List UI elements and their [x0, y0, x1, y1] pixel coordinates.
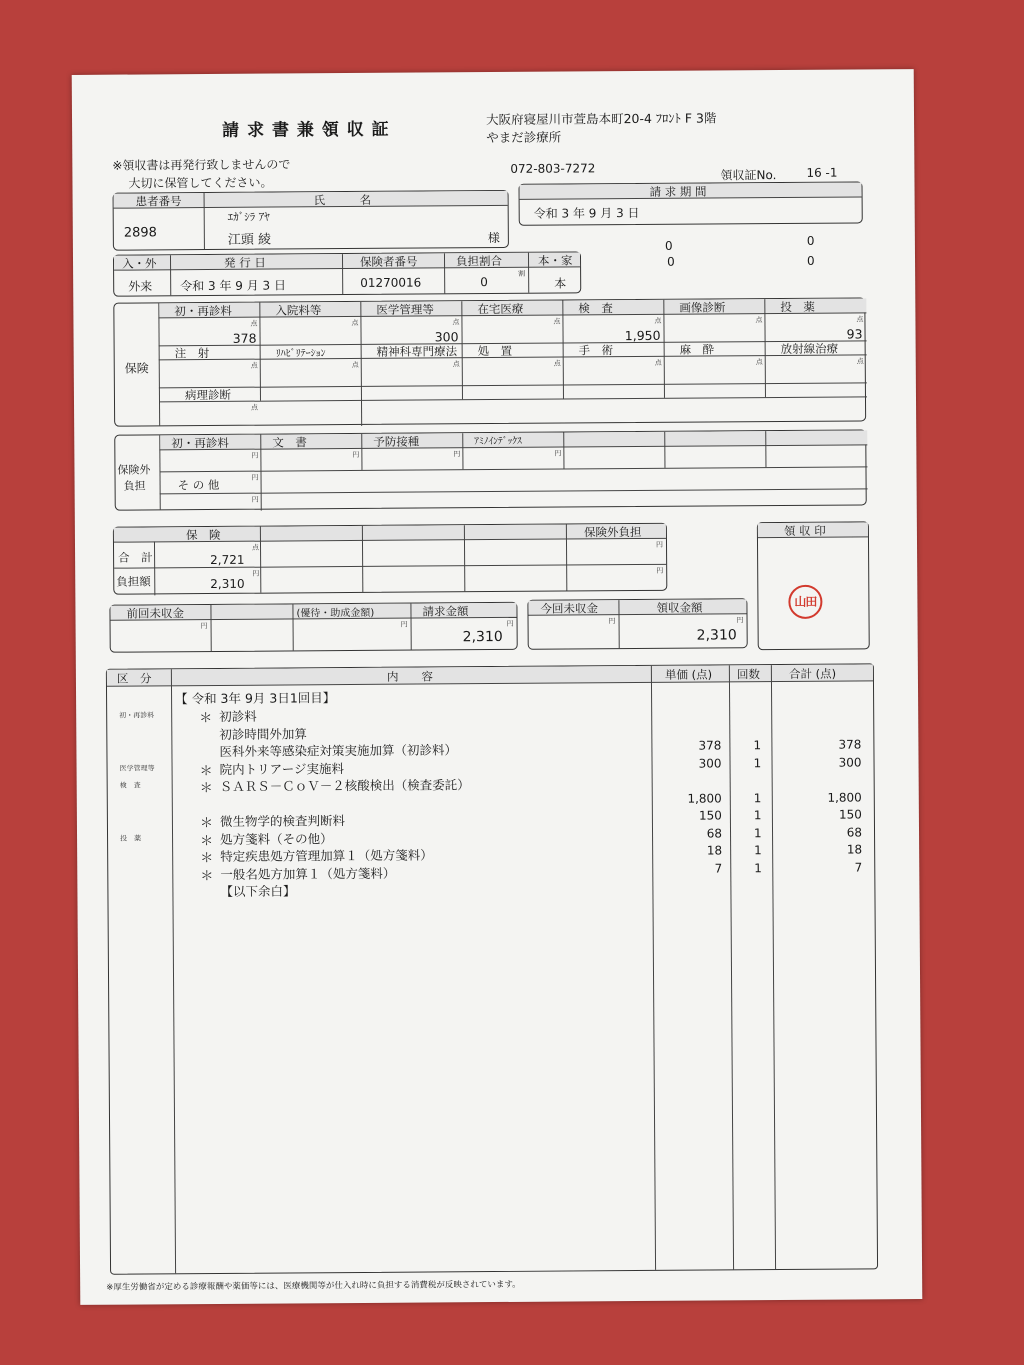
non-insurance-header: ｱﾐﾉｲﾝﾃﾞｯｸｽ	[474, 435, 522, 448]
non-insurance-header: 文 書	[272, 435, 307, 450]
unit-label: 点	[351, 318, 359, 328]
header-total: 合計 (点)	[788, 666, 837, 681]
unit-label: 点	[250, 319, 258, 328]
unit-label: 点	[553, 317, 561, 326]
ratio-unit: 割	[518, 269, 526, 278]
inout-label: 入・外	[121, 256, 157, 271]
yen-unit: 円	[608, 617, 616, 626]
header-count: 回数	[736, 667, 760, 682]
receipt-paper	[72, 69, 923, 1305]
row-content: 医科外来等感染症対策実施加算（初診料）	[219, 742, 458, 759]
insurance-header: 手 術	[578, 343, 614, 358]
zero-value: 0	[806, 253, 815, 268]
yen-unit: 円	[506, 619, 514, 628]
points-unit: 点	[251, 543, 260, 552]
family-value: 本	[554, 276, 567, 291]
row-unit-price: 68	[706, 825, 723, 841]
notice-line-1: ※領収書は再発行致しませんので	[112, 157, 291, 173]
row-count: 1	[754, 860, 762, 875]
prev-unpaid-label: 前回未収金	[126, 606, 185, 621]
row-unit-price: 18	[706, 843, 723, 858]
current-unpaid-label: 今回未収金	[540, 601, 599, 616]
row-mark: ＊	[199, 763, 213, 779]
yen-unit: 円	[655, 540, 664, 549]
other-label: そ の 他	[177, 477, 220, 493]
insurance-box	[113, 297, 866, 426]
patient-id-label: 患者番号	[135, 194, 182, 209]
unit-label: 点	[755, 358, 763, 367]
row-count: 1	[753, 808, 762, 823]
yen-unit: 円	[656, 566, 664, 575]
zero-value: 0	[664, 238, 673, 253]
row-total: 150	[838, 807, 862, 822]
row-content: 処方箋料（その他）	[220, 830, 333, 847]
unit-label: 点	[856, 357, 864, 366]
billing-period-label: 請 求 期 間	[649, 184, 707, 199]
row-content: 【以下余白】	[220, 883, 296, 899]
insurance-header: 放射線治療	[780, 341, 839, 357]
stamp-label: 領 収 印	[783, 523, 826, 538]
insurance-header: 入院料等	[275, 303, 322, 318]
unit-label: 点	[251, 403, 259, 412]
row-content: 初診時間外加算	[219, 725, 307, 742]
row-count: 1	[753, 738, 762, 753]
yen-unit: 円	[251, 473, 259, 482]
unit-label: 点	[755, 316, 763, 325]
insurance-header: 麻 酔	[679, 342, 715, 357]
header-unit-price: 単価 (点)	[664, 667, 713, 682]
insurance-header: 検 査	[578, 301, 613, 316]
insurance-header: 処 置	[477, 343, 513, 359]
notice-line-2: 大切に保管してください。	[128, 175, 273, 191]
billed-amount: 2,310	[462, 628, 503, 646]
row-unit-price: 7	[714, 860, 723, 875]
unit-label: 点	[553, 359, 561, 368]
received-amount-label: 領収金額	[656, 600, 703, 615]
row-content: 一般名処方加算１（処方箋料）	[220, 865, 396, 882]
received-amount: 2,310	[696, 627, 737, 644]
unit-label: 点	[654, 316, 662, 325]
unit-label: 点	[856, 315, 864, 324]
row-content: 院内トリアージ実施料	[219, 760, 345, 777]
row-content: 微生物学的検査判断料	[219, 813, 345, 829]
insurance-label: 保険	[124, 361, 149, 376]
clinic-address: 大阪府寝屋川市萱島本町20-4 ﾌﾛﾝﾄ F 3階	[485, 110, 717, 128]
patient-honorific: 様	[487, 230, 500, 246]
header-category: 区 分	[116, 671, 152, 686]
non-insurance-label: 保険外	[117, 463, 151, 477]
insurance-header: 在宅医療	[477, 301, 524, 317]
row-mark: ＊	[199, 780, 213, 797]
insurance-header: 注 射	[174, 346, 210, 361]
row-category: 初・再診料	[119, 711, 155, 720]
unit-label: 点	[452, 360, 460, 369]
burden-amount: 2,310	[210, 576, 245, 591]
totals-insurance-label: 保 険	[185, 527, 221, 543]
row-category: 投 薬	[120, 833, 142, 843]
row-count: 1	[753, 825, 762, 840]
row-count: 1	[754, 843, 762, 858]
zero-value: 0	[666, 254, 675, 269]
patient-kana: ｴｶﾞｼﾗ ｱﾔ	[227, 210, 270, 224]
inout-value: 外来	[128, 279, 153, 294]
row-count: 1	[753, 790, 762, 805]
total-label: 合 計	[118, 550, 153, 565]
non-insurance-header: 初・再診料	[171, 435, 229, 451]
unit-label: 点	[351, 360, 359, 370]
burden-label: 負担額	[116, 574, 151, 589]
yen-unit: 円	[200, 622, 208, 631]
row-count: 1	[753, 755, 762, 770]
row-content: 初診料	[219, 708, 257, 724]
yen-unit: 円	[352, 450, 360, 460]
totals-box	[113, 523, 667, 595]
zero-value: 0	[806, 233, 815, 248]
yen-unit: 円	[453, 450, 461, 459]
burden-ratio: 0	[480, 275, 488, 290]
row-category: 検 査	[119, 781, 141, 790]
pathology-label: 病理診断	[184, 387, 232, 403]
row-total: 300	[838, 754, 862, 770]
detail-date-line: 【 令和 3年 9月 3日1回目】	[175, 690, 336, 707]
row-total: 18	[846, 842, 863, 857]
row-unit-price: 378	[698, 738, 722, 753]
issue-date-label: 発 行 日	[223, 255, 266, 270]
row-total: 378	[838, 737, 862, 752]
non-insurance-burden-label: 負担	[123, 479, 146, 493]
patient-id: 2898	[123, 225, 157, 241]
insurer-number-label: 保険者番号	[359, 254, 418, 269]
issue-info-box	[113, 251, 581, 296]
insurance-header: 初・再診料	[174, 303, 232, 319]
totals-non-insurance-label: 保険外負担	[583, 524, 642, 540]
insurance-header: ﾘﾊﾋﾞﾘﾃｰｼｮﾝ	[275, 348, 326, 360]
footer-note: ※厚生労働省が定める診療報酬や薬価等には、医療機関等が仕入れ時に負担する消費税が反映されています。	[106, 1279, 521, 1293]
yen-unit: 円	[251, 451, 259, 460]
row-unit-price: 1,800	[687, 790, 722, 806]
row-total: 7	[854, 859, 863, 875]
insurance-header: 投 薬	[780, 299, 815, 315]
row-mark: ＊	[199, 815, 214, 832]
patient-name-label: 氏 名	[313, 192, 372, 208]
receipt-no: 16 -1	[806, 165, 838, 180]
header-content: 内 容	[386, 669, 433, 684]
billing-period: 令和 3 年 9 月 3 日	[533, 205, 640, 221]
insurance-value: 300	[434, 329, 459, 345]
billing-box	[109, 602, 517, 653]
patient-box	[113, 190, 509, 251]
non-insurance-box	[114, 429, 867, 510]
yen-unit: 円	[251, 495, 259, 504]
insurance-value: 378	[232, 330, 257, 346]
row-mark: ＊	[200, 868, 214, 884]
insurance-header: 画像診断	[679, 300, 726, 315]
total-points: 2,721	[210, 552, 245, 567]
row-mark: ＊	[200, 850, 214, 867]
insurance-value: 93	[846, 326, 863, 342]
unit-label: 点	[250, 361, 258, 370]
unit-label: 点	[654, 358, 662, 367]
unit-label: 点	[452, 318, 460, 327]
clinic-phone: 072-803-7272	[510, 161, 596, 176]
issue-date: 令和 3 年 9 月 3 日	[180, 278, 287, 294]
detail-table	[106, 663, 878, 1274]
patient-name: 江頭 綾	[227, 232, 272, 248]
row-category: 医学管理等	[119, 763, 155, 773]
receipt-no-label: 領収証No.	[720, 168, 777, 183]
receipt-stamp-box	[757, 521, 870, 650]
row-total: 68	[846, 824, 863, 840]
row-content: ＳＡＲＳ－ＣｏＶ－２核酸検出（検査委託）	[219, 777, 470, 794]
insurer-number: 01270016	[360, 275, 422, 290]
insurance-value: 1,950	[624, 327, 661, 344]
row-mark: ＊	[200, 833, 214, 849]
row-total: 1,800	[827, 789, 862, 805]
hanko-stamp: 山田	[788, 585, 822, 619]
billing-period-box	[518, 181, 862, 225]
receipt-amount-box	[527, 598, 747, 650]
row-unit-price: 150	[698, 808, 722, 823]
row-mark: ＊	[199, 710, 213, 727]
insurance-header: 精神科専門療法	[376, 344, 458, 359]
yen-unit: 円	[554, 449, 562, 458]
billed-amount-label: 請求金額	[422, 604, 469, 619]
yen-unit: 円	[252, 569, 260, 578]
clinic-name: やまだ診療所	[486, 129, 562, 146]
non-insurance-header: 予防接種	[373, 434, 420, 449]
burden-ratio-label: 負担割合	[455, 253, 503, 269]
family-label: 本・家	[537, 253, 573, 268]
row-unit-price: 300	[698, 755, 722, 771]
document-title: 請 求 書 兼 領 収 証	[222, 119, 390, 141]
yen-unit: 円	[400, 620, 408, 629]
insurance-header: 医学管理等	[376, 302, 434, 317]
yen-unit: 円	[736, 616, 744, 625]
row-content: 特定疾患処方管理加算１（処方箋料）	[220, 847, 433, 864]
discount-label: (優待・助成金額)	[296, 607, 375, 620]
